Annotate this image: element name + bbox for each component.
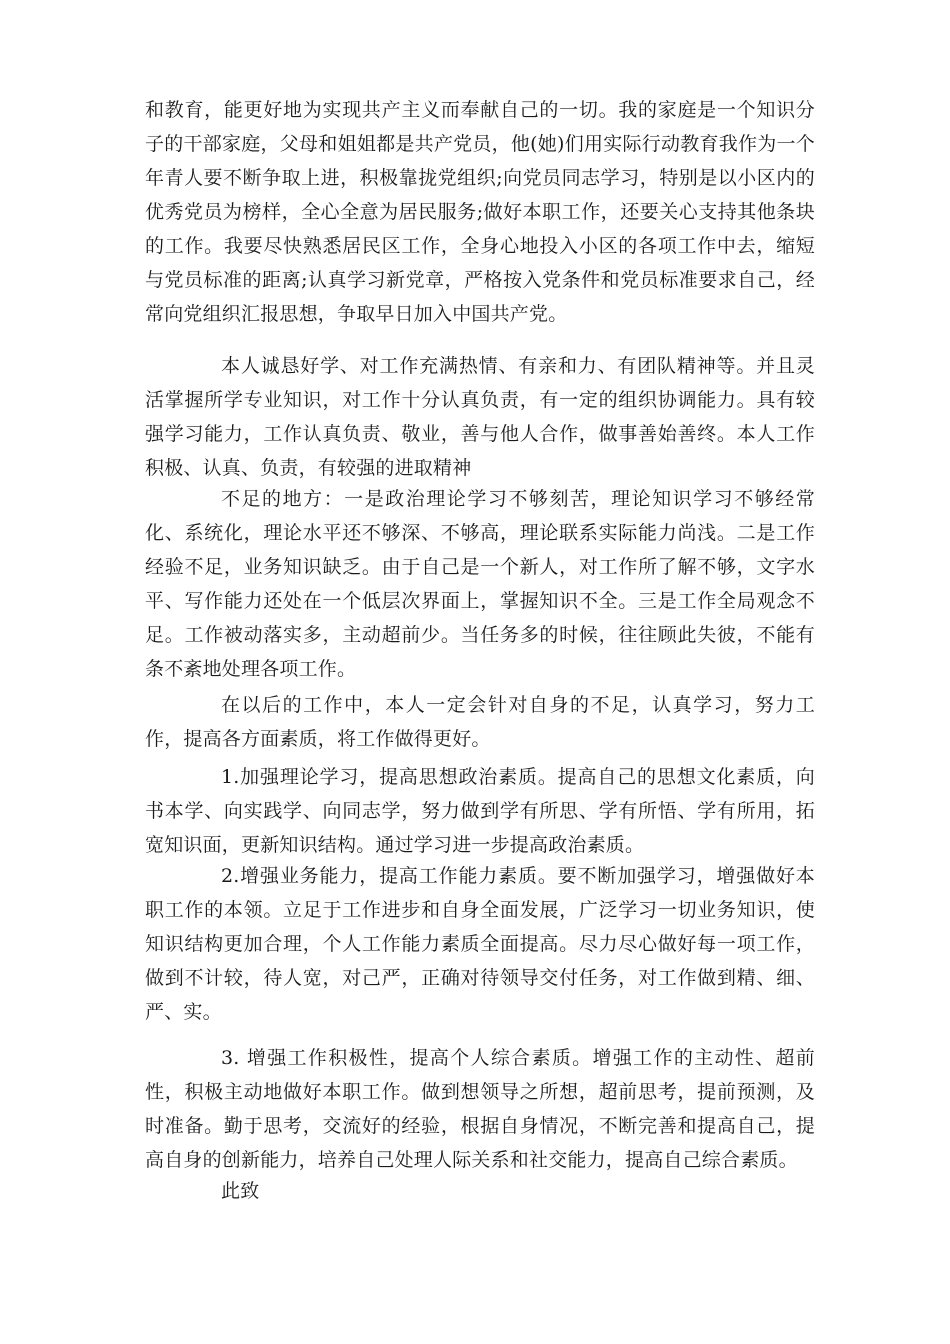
paragraph-point-2: 2.增强业务能力，提高工作能力素质。要不断加强学习，增强做好本职工作的本领。立足于工作进步和自身全面发展，广泛学习一切业务知识，使知识结构更加合理，个人工作能力素质全面提高。尽力尽心做好每一项工作，做到不计较，待人宽，对己严，正确对待领导交付任务，对工作做到精、细、严、实。 <box>145 865 815 1023</box>
paragraph-shortcomings: 不足的地方：一是政治理论学习不够刻苦，理论知识学习不够经常化、系统化，理论水平还不够深、不够高，理论联系实际能力尚浅。二是工作经验不足，业务知识缺乏。由于自己是一个新人，对工作所了解不够，文字水平、写作能力还处在一个低层次界面上，掌握知识不全。三是工作全局观念不足。工作被动落实多，主动超前少。当任务多的时候，往往顾此失彼，不能有条不紊地处理各项工作。 <box>145 488 815 680</box>
paragraph-point-1: 1.加强理论学习，提高思想政治素质。提高自己的思想文化素质，向书本学、向实践学、向同志学，努力做到学有所思、学有所悟、学有所用，拓宽知识面，更新知识结构。通过学习进一步提高政治素质。 <box>145 766 815 856</box>
paragraph-family-background: 和教育，能更好地为实现共产主义而奉献自己的一切。我的家庭是一个知识分子的干部家庭，父母和姐姐都是共产党员，他(她)们用实际行动教育我作为一个年青人要不断争取上进，积极靠拢党组织;向党员同志学习，特别是以小区内的优秀党员为榜样，全心全意为居民服务;做好本职工作，还要关心支持其他条块的工作。我要尽快熟悉居民区工作，全身心地投入小区的各项工作中去，缩短与党员标准的距离;认真学习新党章，严格按入党条件和党员标准要求自己，经常向党组织汇报思想，争取早日加入中国共产党。 <box>145 99 815 325</box>
paragraph-self-assessment: 本人诚恳好学、对工作充满热情、有亲和力、有团队精神等。并且灵活掌握所学专业知识，对工作十分认真负责，有一定的组织协调能力。具有较强学习能力，工作认真负责、敬业，善与他人合作，做事善始善终。本人工作积极、认真、负责，有较强的进取精神 <box>145 355 815 479</box>
paragraph-future-work: 在以后的工作中，本人一定会针对自身的不足，认真学习，努力工作，提高各方面素质，将工作做得更好。 <box>145 694 815 750</box>
closing-salutation: 此致 <box>221 1180 260 1202</box>
paragraph-point-3: 3. 增强工作积极性，提高个人综合素质。增强工作的主动性、超前性，积极主动地做好本职工作。做到想领导之所想，超前思考，提前预测，及时准备。勤于思考，交流好的经验，根据自身情况，不断完善和提高自己，提高自身的创新能力，培养自己处理人际关系和社交能力，提高自己综合素质。 <box>145 1047 815 1171</box>
